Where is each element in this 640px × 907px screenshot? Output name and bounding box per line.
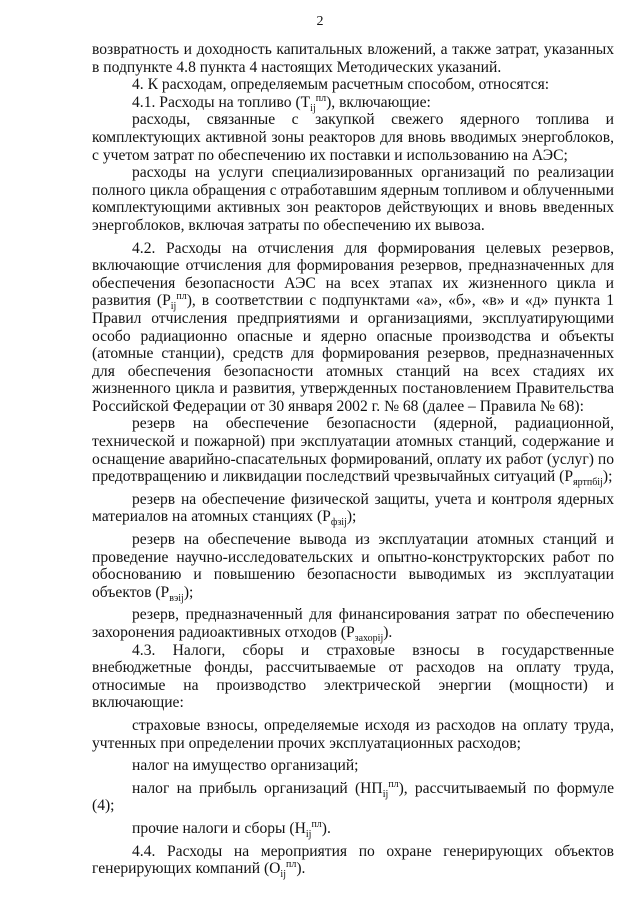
paragraph: страховые взносы, определяемые исходя из расходов на оплату труда, учтенных при определении прочих эксплуатационных расходов; xyxy=(92,716,614,752)
subscript: ij xyxy=(280,869,286,881)
text-segment: резерв на обеспечение безопасности (ядерной, радиационной, технической и пожарной) при эксплуатации атомных станций, содержание и оснащение аварийно-спасательных формирований, оплату их работ (услуг) по предотвращению и ликвидации последствий чрезвычайных ситуаций (P xyxy=(92,415,614,486)
subscript: ij xyxy=(170,301,177,313)
text-segment: прочие налоги и сборы (H xyxy=(132,819,306,837)
text-segment: ); xyxy=(602,468,613,486)
text-segment: ), рассчитываемый по формуле (4); xyxy=(92,779,614,815)
subscript: яртпбij xyxy=(573,477,603,489)
superscript: пл xyxy=(285,858,297,870)
text-segment: резерв, предназначенный для финансирования затрат по обеспечению захоронения радиоактивных отходов (P xyxy=(92,606,614,641)
subscript: вэij xyxy=(169,592,184,604)
paragraph xyxy=(92,240,614,416)
text-segment: ); xyxy=(346,508,357,526)
text-segment: ). xyxy=(383,624,393,641)
paragraph xyxy=(92,780,614,815)
document-body xyxy=(92,41,614,881)
text-segment: 4.2. Расходы на отчисления для формирования целевых резервов, включающие отчисления для формирования резервов, предназначенных для обеспечения безопасности АЭС на всех этапах их жизненного цикла и развития (P xyxy=(92,239,614,310)
subscript: ij xyxy=(310,102,316,114)
paragraph xyxy=(92,94,614,112)
text-segment: резерв на обеспечение вывода из эксплуатации атомных станций и проведение научно-исследовательских и опытно-конструкторских работ по обоснованию и повышению безопасности выводимых из эксплуатации объектов (P xyxy=(92,531,614,601)
superscript: пл xyxy=(315,92,327,104)
paragraph: налог на имущество организаций; xyxy=(132,757,359,775)
text-segment: ). xyxy=(321,819,331,837)
page-number: 2 xyxy=(316,14,324,29)
paragraph xyxy=(92,415,614,489)
text-segment: ); xyxy=(183,583,194,601)
text-segment: резерв на обеспечение физической защиты, учета и контроля ядерных материалов на атомных станциях (P xyxy=(92,490,614,526)
text-segment: ). xyxy=(296,860,306,878)
subscript: захорij xyxy=(354,633,384,645)
text-segment: ), включающие: xyxy=(326,93,431,111)
text-segment: 4.1. Расходы на топливо (T xyxy=(132,93,311,111)
text-segment: ), в соответствии с подпунктами «а», «б», «в» и «д» пункта 1 Правил отчисления предприятиями и организациями, эксплуатирующими особо радиационно опасные и ядерно опасные производства и объекты (атомные станции), средств для формирования резервов, предназначенных для обеспечения безопасности атомных станций на всех стадиях их жизненного цикла и развития, утвержденных постановлением Правительства Российской Федерации от 30 января 2002 г. № 68 (далее – Правила № 68): xyxy=(92,292,614,415)
subscript: ij xyxy=(305,829,312,841)
paragraph xyxy=(92,490,614,529)
paragraph: расходы, связанные с закупкой свежего ядерного топлива и комплектующих активной зоны реакторов для вновь вводимых энергоблоков, с учетом затрат по обеспечению их поставки и использованию на АЭС; xyxy=(92,111,614,164)
paragraph xyxy=(92,606,614,645)
subscript: ij xyxy=(382,788,389,800)
superscript: пл xyxy=(388,778,399,790)
superscript: пл xyxy=(176,291,187,303)
paragraph xyxy=(92,842,614,881)
text-segment: налог на прибыль организаций (НП xyxy=(132,779,383,797)
paragraph: расходы на услуги специализированных организаций по реализации полного цикла обращения с отработавшим ядерным топливом и облученными комплектующими активных зон реакторов действующих и вновь введенных энергоблоков, включая затраты по обеспечению их вывоза. xyxy=(92,164,614,234)
paragraph: возвратность и доходность капитальных вложений, а также затрат, указанных в подпункте 4.8 пункта 4 настоящих Методических указаний. xyxy=(92,41,614,76)
superscript: пл xyxy=(311,818,322,830)
text-segment: 4.4. Расходы на мероприятия по охране генерирующих объектов генерирующих компаний (O xyxy=(92,842,614,878)
paragraph xyxy=(92,818,614,841)
subscript: фзij xyxy=(330,517,347,529)
paragraph xyxy=(92,531,614,604)
paragraph: 4.3. Налоги, сборы и страховые взносы в государственные внебюджетные фонды, рассчитываемые от расходов на оплату труда, относимые на производство электрической энергии (мощности) и включающие: xyxy=(92,641,614,712)
paragraph: 4. К расходам, определяемым расчетным способом, относятся: xyxy=(132,76,550,94)
